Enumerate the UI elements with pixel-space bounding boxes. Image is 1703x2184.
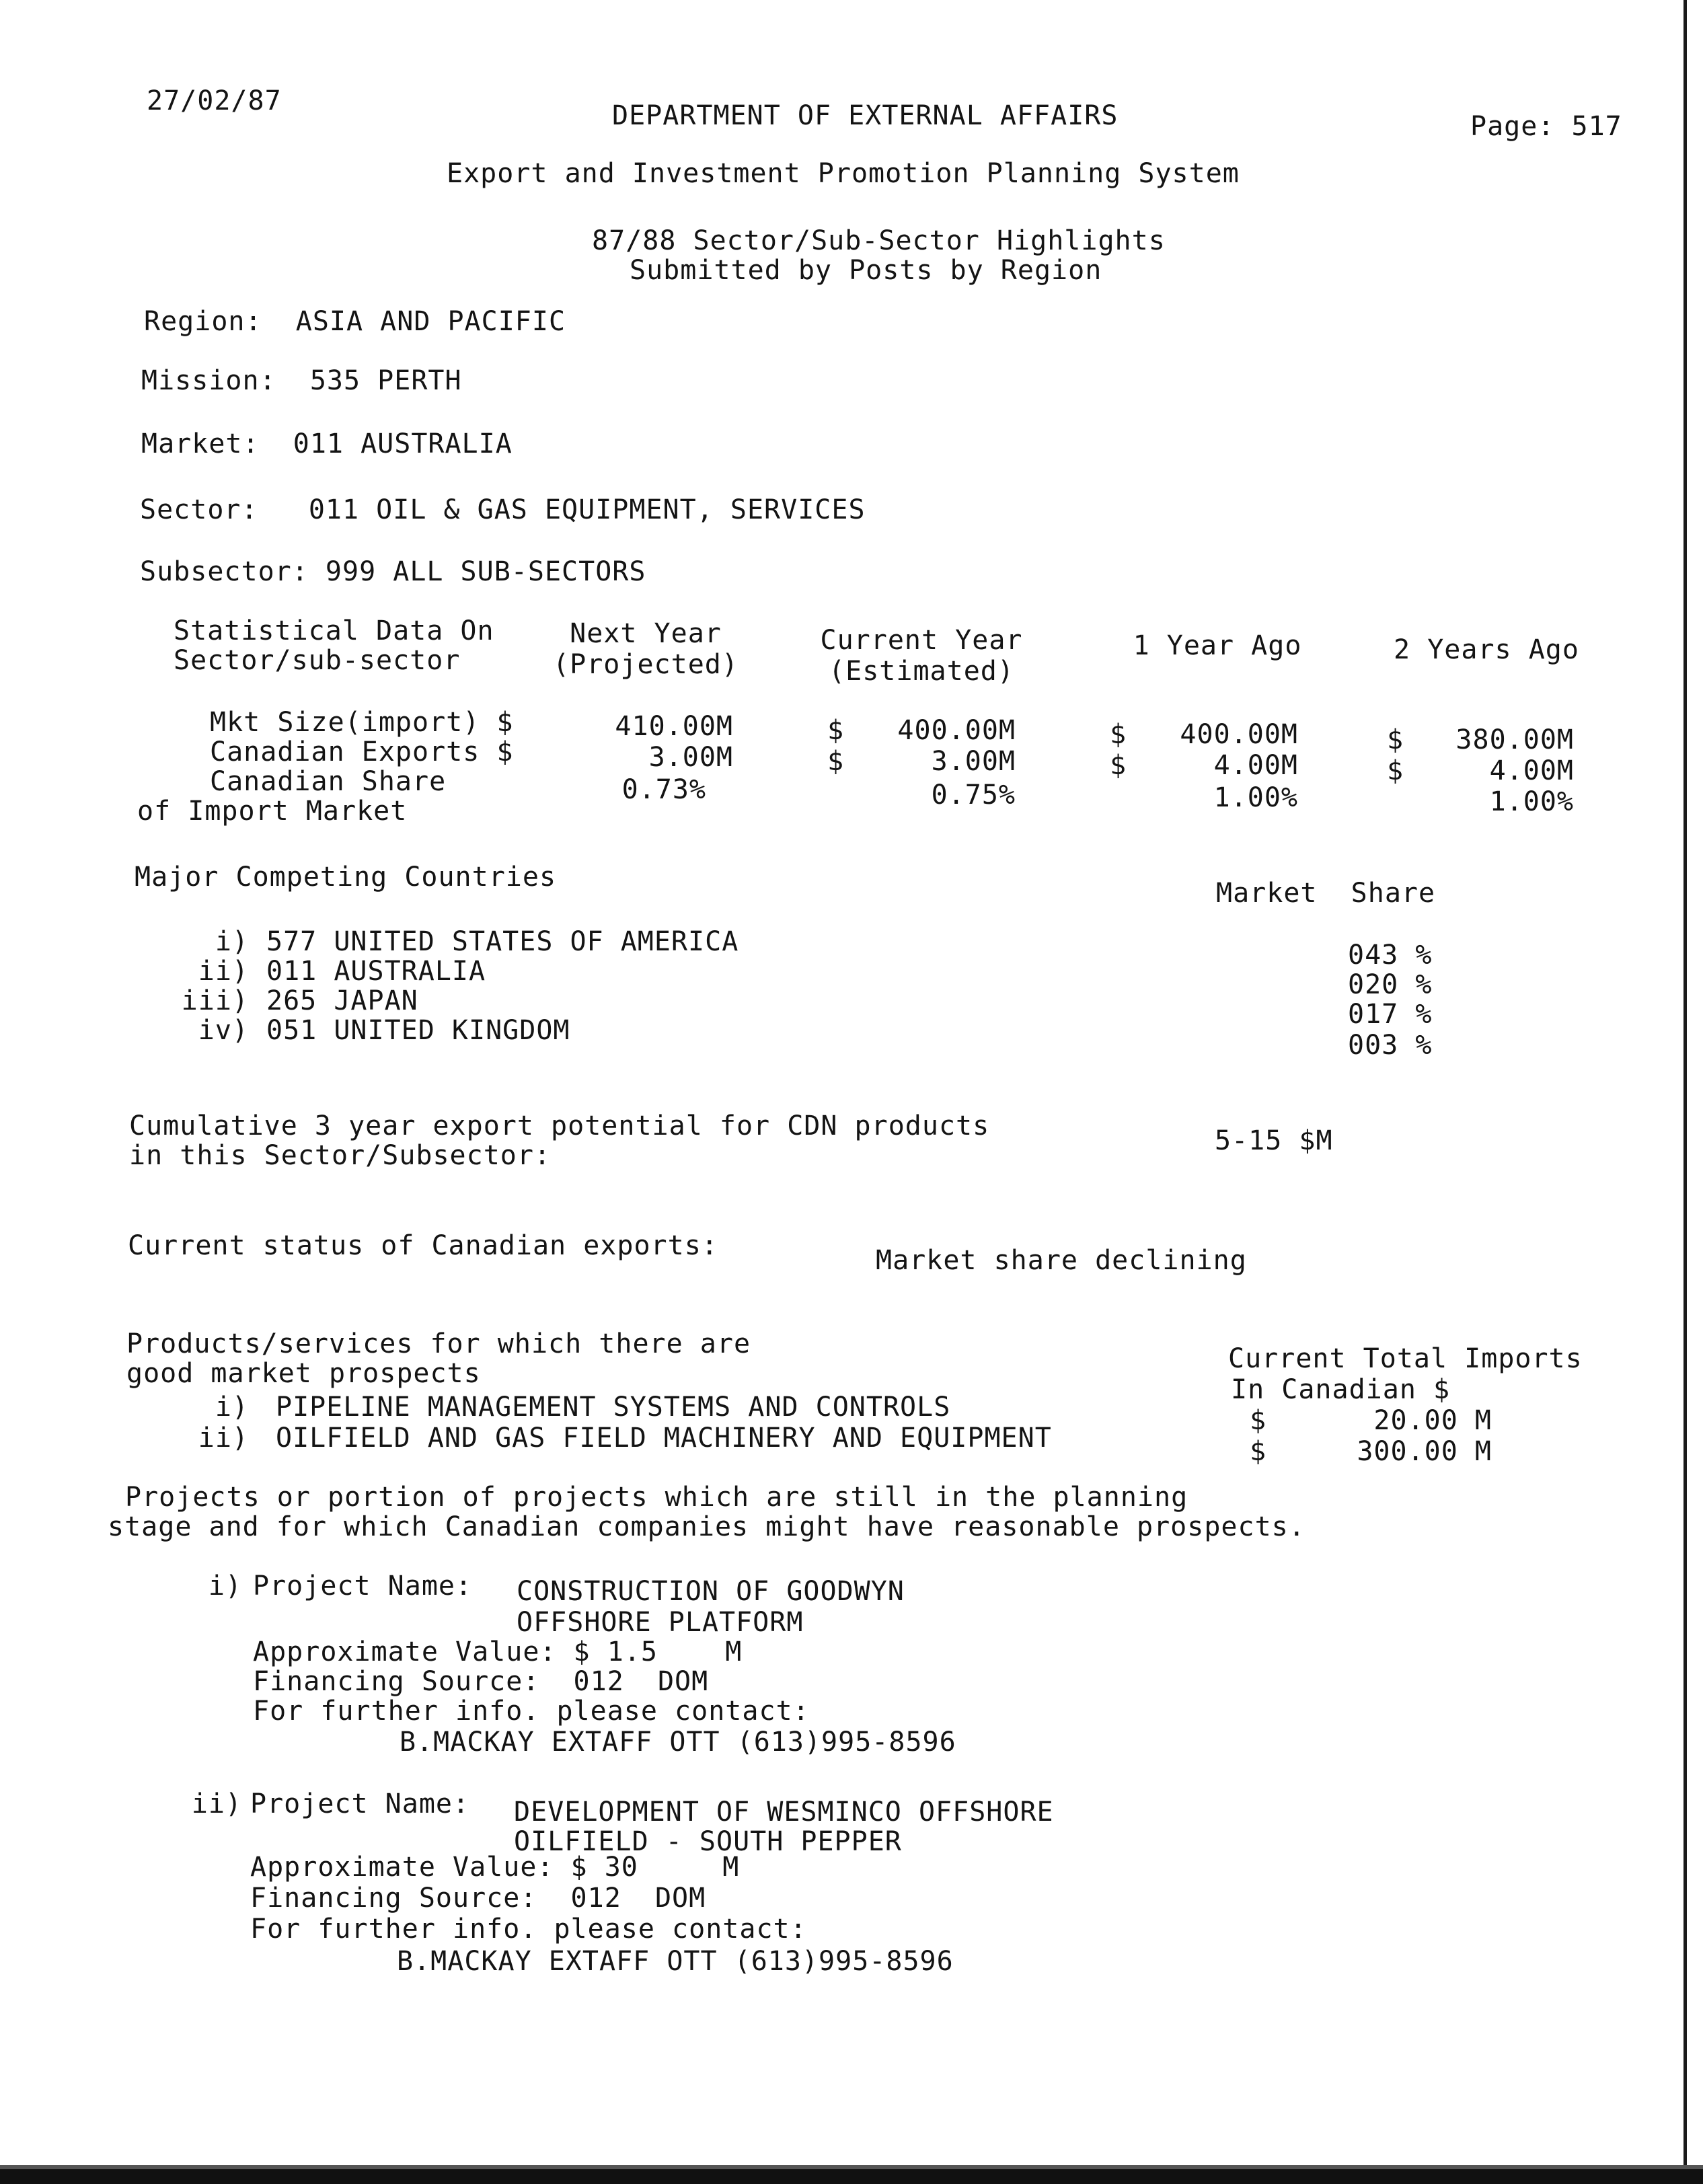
competitor-num: ii)	[198, 956, 249, 987]
project-financing: Financing Source: 012 DOM	[250, 1883, 706, 1914]
stats-label-line2: Sector/sub-sector	[174, 645, 461, 676]
market-share-heading: Market Share	[1216, 878, 1436, 909]
products-line1: Products/services for which there are	[126, 1328, 751, 1359]
system-name: Export and Investment Promotion Planning System	[447, 158, 1240, 189]
project-name-line1: CONSTRUCTION OF GOODWYN	[517, 1576, 905, 1607]
report-subtitle: Submitted by Posts by Region	[630, 255, 1102, 286]
competitor-share: 020 %	[1348, 969, 1433, 1000]
share-next: 0.73%	[621, 774, 706, 805]
project-contact-label: For further info. please contact:	[250, 1914, 807, 1945]
project-num: i)	[208, 1571, 242, 1602]
department-name: DEPARTMENT OF EXTERNAL AFFAIRS	[612, 100, 1119, 131]
subsector-line: Subsector: 999 ALL SUB-SECTORS	[140, 556, 646, 587]
row-mkt-size-label: Mkt Size(import) $	[210, 707, 514, 738]
mission-line: Mission: 535 PERTH	[141, 365, 462, 396]
sector-line: Sector: 011 OIL & GAS EQUIPMENT, SERVICES	[140, 494, 866, 525]
products-line2: good market prospects	[126, 1358, 481, 1389]
competitor-country: 051 UNITED KINGDOM	[266, 1015, 570, 1046]
page-number: Page: 517	[1470, 111, 1622, 142]
potential-line1: Cumulative 3 year export potential for CDN products	[129, 1110, 990, 1141]
exports-cur: 3.00M	[931, 746, 1016, 777]
project-contact: B.MACKAY EXTAFF OTT (613)995-8596	[400, 1727, 956, 1758]
col-next-year-h1: Next Year	[570, 618, 722, 649]
project-name-line1: DEVELOPMENT OF WESMINCO OFFSHORE	[514, 1797, 1054, 1828]
competitors-heading: Major Competing Countries	[135, 862, 557, 893]
mkt-size-1y-currency: $	[1110, 719, 1127, 750]
mkt-size-1y: 400.00M	[1180, 719, 1298, 750]
page-edge-right	[1683, 0, 1687, 2184]
product-amount: 20.00 M	[1373, 1405, 1492, 1436]
project-value: Approximate Value: $ 30 M	[250, 1852, 740, 1883]
product-num: i)	[215, 1392, 249, 1423]
competitor-share: 017 %	[1348, 999, 1433, 1030]
exports-1y: 4.00M	[1213, 750, 1298, 781]
competitor-country: 577 UNITED STATES OF AMERICA	[266, 926, 739, 957]
mkt-size-cur-currency: $	[827, 715, 845, 746]
row-canadian-exports-label: Canadian Exports $	[210, 737, 514, 767]
product-name: PIPELINE MANAGEMENT SYSTEMS AND CONTROLS	[276, 1392, 951, 1423]
imports-heading2: In Canadian $	[1231, 1374, 1451, 1405]
project-num: ii)	[191, 1788, 242, 1819]
project-value: Approximate Value: $ 1.5 M	[253, 1636, 743, 1667]
projects-line2: stage and for which Canadian companies might have reasonable prospects.	[108, 1511, 1305, 1542]
project-contact-label: For further info. please contact:	[253, 1696, 810, 1727]
product-currency: $	[1250, 1405, 1267, 1436]
row-canadian-share-label-2: of Import Market	[137, 796, 408, 827]
projects-line1: Projects or portion of projects which are still in the planning	[125, 1482, 1188, 1513]
status-value: Market share declining	[876, 1245, 1247, 1276]
mkt-size-2y: 380.00M	[1455, 724, 1574, 755]
col-2-years-ago-h1: 2 Years Ago	[1394, 634, 1579, 665]
exports-1y-currency: $	[1110, 750, 1127, 781]
page-edge-bottom	[0, 2169, 1703, 2184]
project-name-line2: OILFIELD - SOUTH PEPPER	[514, 1826, 902, 1857]
mkt-size-next: 410.00M	[615, 711, 733, 742]
share-cur: 0.75%	[931, 780, 1016, 811]
col-current-year-h1: Current Year	[820, 625, 1023, 656]
potential-value: 5-15 $M	[1215, 1125, 1333, 1156]
exports-2y-currency: $	[1387, 755, 1404, 786]
competitor-country: 265 JAPAN	[266, 985, 418, 1016]
region-line: Region: ASIA AND PACIFIC	[144, 306, 566, 337]
project-contact: B.MACKAY EXTAFF OTT (613)995-8596	[397, 1946, 954, 1977]
competitor-share: 003 %	[1348, 1030, 1433, 1061]
project-name-label: Project Name:	[253, 1571, 473, 1602]
project-name-line2: OFFSHORE PLATFORM	[517, 1607, 804, 1638]
share-1y: 1.00%	[1213, 782, 1298, 813]
exports-next: 3.00M	[648, 742, 733, 773]
product-num: ii)	[198, 1423, 249, 1454]
stats-label-line1: Statistical Data On	[174, 615, 494, 646]
product-currency: $	[1250, 1436, 1267, 1467]
competitor-share: 043 %	[1348, 940, 1433, 971]
competitor-num: iii)	[181, 985, 249, 1016]
row-canadian-share-label: Canadian Share	[210, 766, 447, 797]
potential-line2: in this Sector/Subsector:	[129, 1140, 552, 1171]
project-financing: Financing Source: 012 DOM	[253, 1666, 709, 1697]
share-2y: 1.00%	[1489, 786, 1574, 817]
col-1-year-ago-h1: 1 Year Ago	[1133, 630, 1302, 661]
exports-2y: 4.00M	[1489, 755, 1574, 786]
mkt-size-cur: 400.00M	[897, 715, 1016, 746]
competitor-num: iv)	[198, 1015, 249, 1046]
product-name: OILFIELD AND GAS FIELD MACHINERY AND EQUIPMENT	[276, 1423, 1052, 1454]
competitor-country: 011 AUSTRALIA	[266, 956, 486, 987]
status-label: Current status of Canadian exports:	[128, 1230, 718, 1261]
market-line: Market: 011 AUSTRALIA	[141, 428, 513, 459]
col-current-year-h2: (Estimated)	[829, 656, 1014, 687]
project-name-label: Project Name:	[250, 1788, 470, 1819]
report-date: 27/02/87	[147, 85, 282, 116]
product-amount: 300.00 M	[1357, 1436, 1492, 1467]
col-next-year-h2: (Projected)	[553, 649, 739, 680]
mkt-size-2y-currency: $	[1387, 724, 1404, 755]
exports-cur-currency: $	[827, 746, 845, 777]
report-title: 87/88 Sector/Sub-Sector Highlights	[592, 225, 1166, 256]
competitor-num: i)	[215, 926, 249, 957]
imports-heading1: Current Total Imports	[1228, 1343, 1583, 1374]
